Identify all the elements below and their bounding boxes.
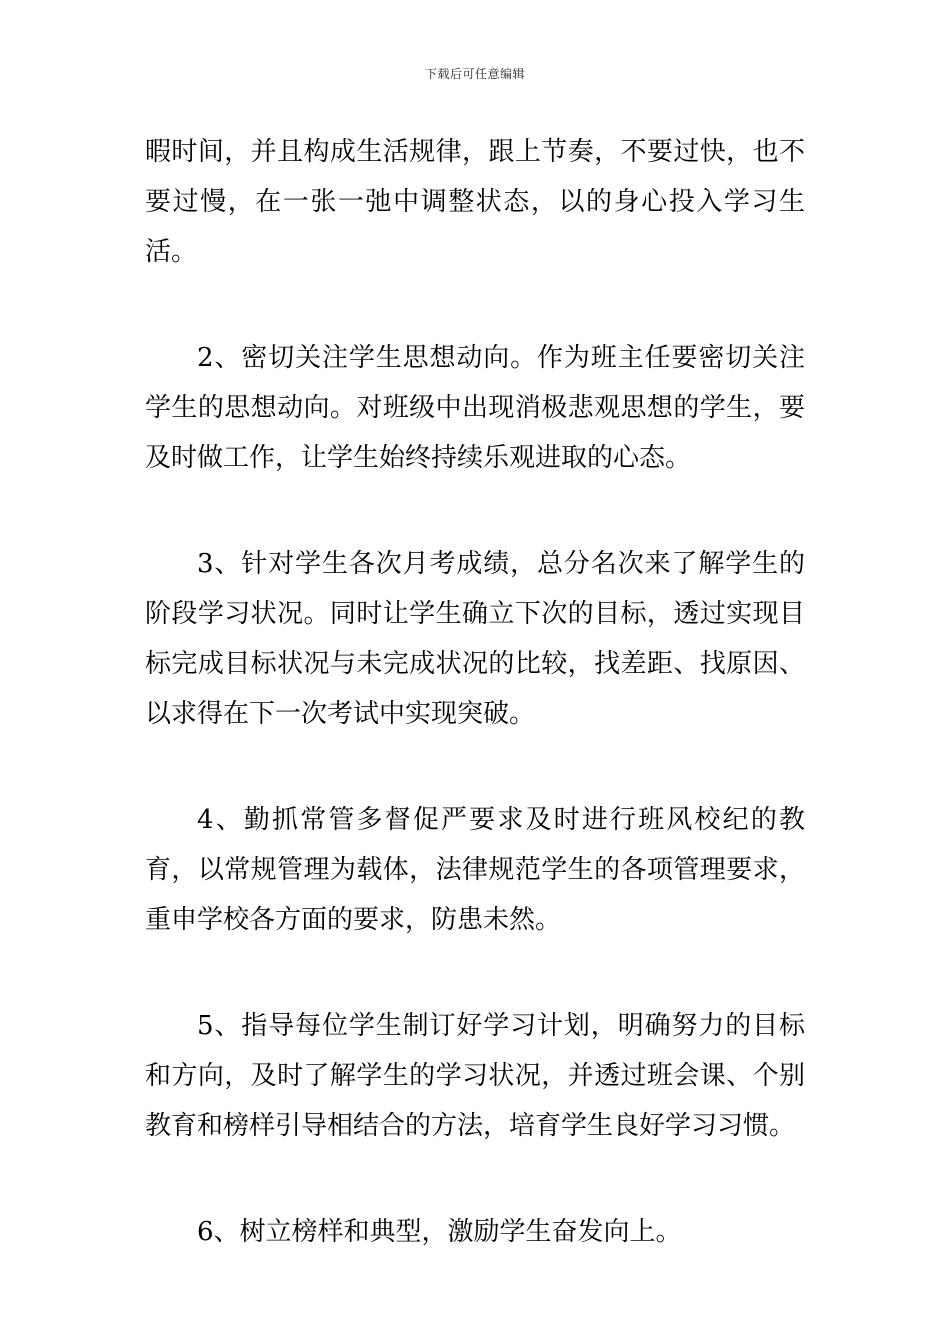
paragraph-item-6: 6、树立榜样和典型，激励学生奋发向上。	[197, 1217, 682, 1247]
document-body	[145, 127, 805, 1257]
paragraph-item-5: 5、指导每位学生制订好学习计划，明确努力的目标和方向，及时了解学生的学习状况，并透过班会课、个别教育和榜样引导相结合的方法，培育学生良好学习习惯。	[145, 1011, 805, 1141]
paragraph-continuation: 暇时间，并且构成生活规律，跟上节奏，不要过快，也不要过慢，在一张一弛中调整状态，以的身心投入学习生活。	[145, 137, 805, 267]
page-header: 下载后可任意编辑	[424, 67, 525, 81]
paragraph-item-4: 4、勤抓常管多督促严要求及时进行班风校纪的教育，以常规管理为载体，法律规范学生的各项管理要求，重申学校各方面的要求，防患未然。	[145, 805, 805, 935]
paragraph-gap	[145, 739, 805, 795]
paragraph-gap	[145, 1151, 805, 1207]
paragraph-item-2: 2、密切关注学生思想动向。作为班主任要密切关注学生的思想动向。对班级中出现消极悲观思想的学生，要及时做工作，让学生始终持续乐观进取的心态。	[145, 343, 805, 473]
paragraph-gap	[145, 483, 805, 539]
paragraph-item-3: 3、针对学生各次月考成绩，总分名次来了解学生的阶段学习状况。同时让学生确立下次的目标，透过实现目标完成目标状况与未完成状况的比较，找差距、找原因、以求得在下一次考试中实现突破。	[145, 549, 805, 729]
paragraph-gap	[145, 945, 805, 1001]
paragraph-gap	[145, 277, 805, 333]
